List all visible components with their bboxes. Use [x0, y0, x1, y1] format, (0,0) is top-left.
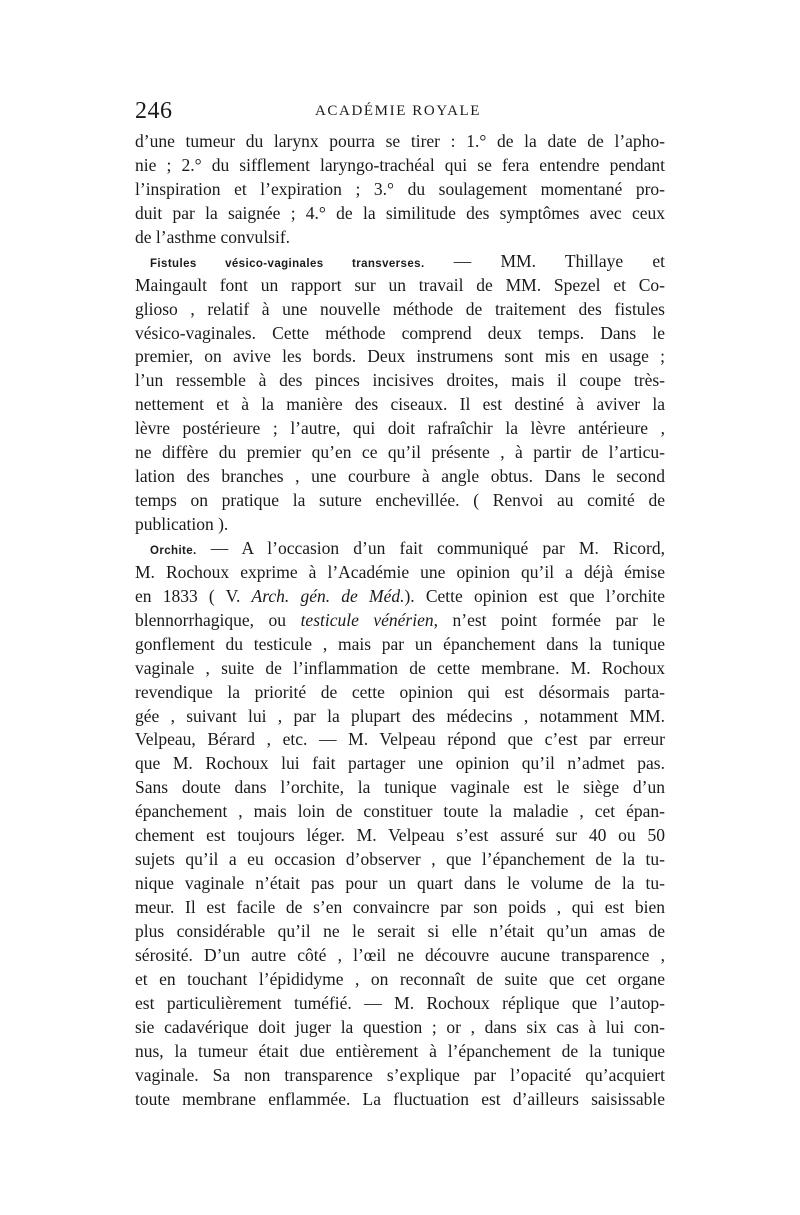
text-segment: meur. Il est facile de s’en convaincre par son poids , qui est bien [135, 897, 665, 917]
text-line [135, 465, 665, 489]
text-line [135, 896, 665, 920]
text-line [135, 800, 665, 824]
running-title: ACADÉMIE ROYALE [315, 103, 482, 119]
text-line [135, 1064, 665, 1088]
text-segment: M. Rochoux exprime à l’Académie une opinion qu’il a déjà émise [135, 561, 665, 582]
text-segment: duit par la saignée ; 4.° de la similitude des symptômes avec ceux [135, 202, 665, 223]
text-line [135, 130, 665, 154]
text-line [135, 609, 665, 633]
text-segment: sie cadavérique doit juger la question ; or , dans six cas à lui con- [135, 1016, 665, 1037]
text-line [135, 848, 665, 872]
italic-text: testicule vénérien [300, 609, 434, 630]
text-line [135, 824, 665, 848]
text-line [135, 393, 665, 417]
text-segment: lation des branches , une courbure à angle obtus. Dans le second [135, 466, 665, 487]
text-segment: sujets qu’il a eu occasion d’observer , que l’épanchement de la tu- [135, 849, 665, 870]
text-segment: , n’est point formée par le [433, 609, 665, 630]
text-line [135, 657, 665, 681]
text-segment: l’inspiration et l’expiration ; 3.° du soulagement momentané pro- [135, 178, 665, 199]
text-segment: nique vaginale n’était pas pour un quart dans le volume de la tu- [135, 873, 665, 894]
text-segment: ). Cette opinion est que l’orchite [404, 585, 665, 606]
italic-text: Arch. gén. de Méd. [251, 585, 405, 606]
text-segment: glioso , relatif à une nouvelle méthode de traitement des fistules [135, 298, 665, 319]
text-line [135, 178, 665, 202]
text-line [135, 633, 665, 657]
text-line [135, 298, 665, 322]
text-segment: nus, la tumeur était due entièrement à l’épanchement de la tunique [135, 1040, 665, 1061]
text-line [135, 489, 665, 513]
text-line [135, 322, 665, 346]
text-segment: est particulièrement tuméfié. — M. Rochoux réplique que l’autop- [135, 992, 665, 1013]
text-segment: — MM. Thillaye et [424, 250, 665, 271]
text-line [135, 417, 665, 441]
text-line [135, 154, 665, 178]
text-line [135, 968, 665, 992]
text-line [135, 1088, 665, 1112]
text-line [135, 752, 665, 776]
text-segment: premier, on avive les bords. Deux instrumens sont mis en usage ; [135, 346, 665, 367]
text-segment: gée , suivant lui , par la plupart des médecins , notamment MM. [135, 705, 665, 726]
text-segment: chement est toujours léger. M. Velpeau s’est assuré sur 40 ou 50 [135, 825, 665, 846]
section-heading: Orchite. [150, 544, 197, 557]
text-line [135, 274, 665, 298]
text-line [135, 1040, 665, 1064]
text-segment: vésico-vaginales. Cette méthode comprend deux temps. Dans le [135, 322, 665, 343]
text-line [135, 944, 665, 968]
text-line [135, 776, 665, 800]
text-line [135, 1016, 665, 1040]
text-segment: ne diffère du premier qu’en ce qu’il présente , à partir de l’articu- [135, 442, 665, 463]
body-text [135, 130, 665, 1111]
text-line [135, 202, 665, 226]
text-segment: vaginale. Sa non transparence s’explique par l’opacité qu’acquiert [135, 1064, 665, 1085]
text-segment: revendique la priorité de cette opinion qui est désormais parta- [135, 681, 665, 702]
text-segment: d’une tumeur du larynx pourra se tirer : 1.° de la date de l’apho- [135, 131, 665, 151]
section-heading: Fistules vésico-vaginales transverses. [150, 257, 425, 270]
text-line [135, 441, 665, 465]
text-segment: plus considérable qu’il ne le serait si elle n’était qu’un amas de [135, 920, 665, 941]
text-segment: l’un ressemble à des pinces incisives droites, mais il coupe très- [135, 370, 665, 391]
text-line [135, 705, 665, 729]
text-line [135, 681, 665, 705]
text-segment: de l’asthme convulsif. [135, 226, 291, 247]
text-line [135, 920, 665, 944]
page-header [135, 98, 675, 128]
text-segment: temps on pratique la suture enchevillée. ( Renvoi au comité de [135, 490, 665, 511]
text-segment: Sans doute dans l’orchite, la tunique vaginale est le siège d’un [135, 777, 665, 798]
text-segment: toute membrane enflammée. La fluctuation est d’ailleurs saisissable [135, 1088, 665, 1109]
text-line [135, 561, 665, 585]
page-number: 246 [135, 98, 173, 124]
text-line [135, 872, 665, 896]
text-line [135, 250, 665, 274]
text-segment: épanchement , mais loin de constituer toute la maladie , cet épan- [135, 801, 665, 822]
text-line [135, 369, 665, 393]
text-segment: gonflement du testicule , mais par un épanchement dans la tunique [135, 633, 665, 654]
text-segment: nie ; 2.° du sifflement laryngo-trachéal qui se fera entendre pendant [135, 154, 665, 175]
text-line [135, 513, 665, 537]
text-segment: lèvre postérieure ; l’autre, qui doit rafraîchir la lèvre antérieure , [135, 418, 665, 439]
text-segment: — A l’occasion d’un fait communiqué par M. Ricord, [196, 537, 665, 558]
text-line [135, 226, 665, 250]
text-segment: blennorrhagique, ou [135, 609, 301, 630]
text-line [135, 537, 665, 561]
text-segment: en 1833 ( V. [135, 585, 252, 606]
text-line [135, 992, 665, 1016]
text-segment: publication ). [135, 514, 229, 534]
text-line [135, 345, 665, 369]
text-segment: nettement et à la manière des ciseaux. Il est destiné à aviver la [135, 394, 665, 415]
text-segment: vaginale , suite de l’inflammation de cette membrane. M. Rochoux [135, 657, 665, 678]
text-segment: sérosité. D’un autre côté , l’œil ne découvre aucune transparence , [135, 944, 665, 965]
text-line [135, 585, 665, 609]
text-line [135, 728, 665, 752]
text-segment: et en touchant l’épididyme , on reconnaît de suite que cet organe [135, 968, 665, 989]
text-segment: que M. Rochoux lui fait partager une opinion qu’il n’admet pas. [135, 753, 665, 774]
text-segment: Maingault font un rapport sur un travail de MM. Spezel et Co- [135, 274, 665, 295]
text-segment: Velpeau, Bérard , etc. — M. Velpeau répond que c’est par erreur [135, 729, 665, 750]
